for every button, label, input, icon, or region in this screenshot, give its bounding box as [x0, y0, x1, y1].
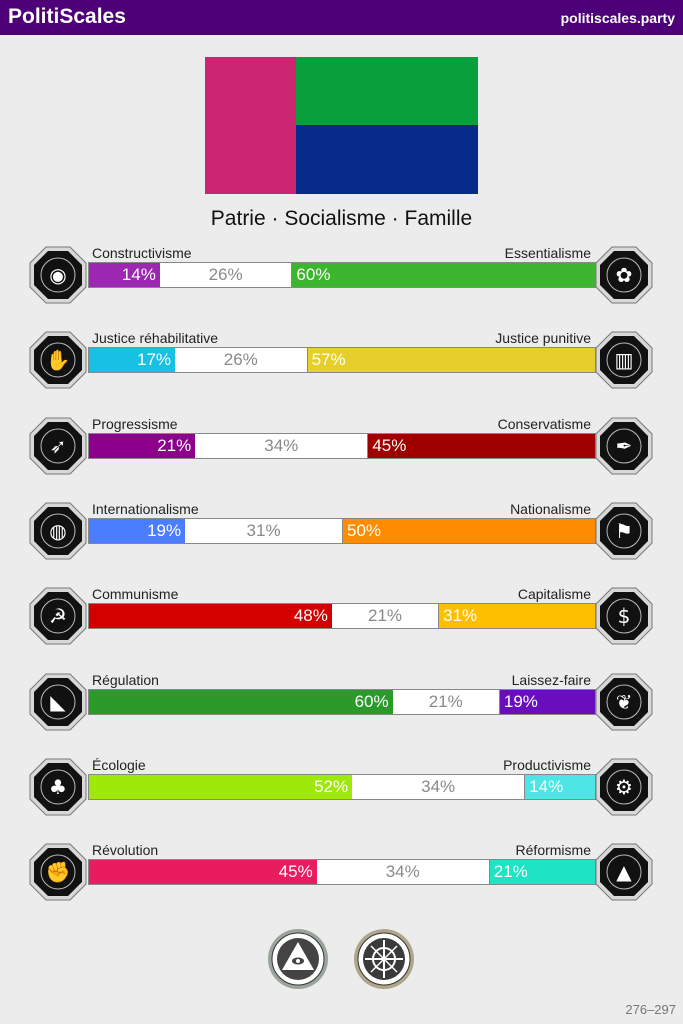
page-number: 276–297 — [625, 1002, 676, 1017]
axis-right-label: Justice punitive — [495, 330, 591, 346]
result-flag — [205, 57, 478, 194]
axis-left-label: Constructivisme — [92, 245, 192, 261]
axis-right-segment: 14% — [524, 775, 595, 799]
bird-icon — [28, 757, 88, 817]
svg-text:☭: ☭ — [49, 604, 67, 628]
axis-neutral-segment: 26% — [208, 265, 243, 284]
svg-text:♣: ♣ — [49, 775, 67, 799]
hammer-sickle-icon — [28, 586, 88, 646]
axis-bar — [88, 774, 596, 800]
axis-left-label: Écologie — [92, 757, 146, 773]
axis-bar — [88, 518, 596, 544]
axis-left-label: Justice réhabilitative — [92, 330, 219, 346]
axis-left-segment: 48% — [89, 604, 332, 628]
flag-bottom-stripe — [296, 125, 478, 194]
svg-text:⚙: ⚙ — [615, 775, 633, 799]
svg-text:✒: ✒ — [615, 434, 633, 458]
axis-row — [0, 330, 683, 410]
rocket-icon — [28, 416, 88, 476]
axis-left-label: Communisme — [92, 586, 179, 602]
axis-right-segment: 19% — [499, 690, 595, 714]
axis-row — [0, 672, 683, 752]
axis-neutral-segment: 21% — [367, 606, 403, 625]
axis-row — [0, 586, 683, 666]
axis-right-label: Essentialisme — [504, 245, 591, 261]
axis-bar — [88, 603, 596, 629]
axis-row — [0, 501, 683, 581]
axis-left-segment: 52% — [89, 775, 352, 799]
axis-bar — [88, 347, 596, 373]
factory-icon — [594, 757, 654, 817]
fist-icon — [28, 842, 88, 902]
svg-text:⚑: ⚑ — [615, 519, 633, 543]
svg-text:▥: ▥ — [614, 348, 634, 372]
axis-bar — [88, 859, 596, 885]
svg-text:✊: ✊ — [45, 860, 71, 884]
axis-right-segment: 57% — [307, 348, 595, 372]
axis-left-label: Régulation — [92, 672, 159, 688]
axis-right-segment: 60% — [291, 263, 595, 287]
flower-icon — [594, 245, 654, 305]
svg-text:◍: ◍ — [49, 519, 67, 543]
landscape-icon — [594, 842, 654, 902]
svg-text:◣: ◣ — [50, 690, 66, 714]
axis-left-segment: 60% — [89, 690, 393, 714]
axis-left-segment: 45% — [89, 860, 317, 884]
globe-icon — [28, 501, 88, 561]
axis-right-segment: 45% — [367, 434, 595, 458]
axis-left-segment: 14% — [89, 263, 160, 287]
axis-right-segment: 31% — [438, 604, 595, 628]
axis-right-segment: 21% — [489, 860, 595, 884]
axis-neutral-segment: 31% — [246, 521, 281, 540]
svg-text:▲: ▲ — [616, 860, 632, 884]
axis-right-label: Nationalisme — [510, 501, 591, 517]
prison-bars-icon — [594, 330, 654, 390]
axis-bar — [88, 262, 596, 288]
handshake-icon — [28, 330, 88, 390]
axis-bar — [88, 433, 596, 459]
svg-text:◉: ◉ — [49, 263, 67, 287]
axis-right-label: Conservatisme — [497, 416, 591, 432]
axis-neutral-segment: 34% — [385, 862, 420, 881]
app-title[interactable]: PolitiScales — [8, 5, 126, 28]
axis-left-label: Progressisme — [92, 416, 178, 432]
svg-text:$: $ — [617, 604, 631, 628]
compass-badge — [353, 928, 415, 990]
axis-bar — [88, 689, 596, 715]
pyramid-eye-badge — [267, 928, 329, 990]
flag-icon — [594, 501, 654, 561]
quill-icon — [594, 416, 654, 476]
svg-text:❦: ❦ — [615, 690, 633, 714]
axis-right-segment: 50% — [342, 519, 595, 543]
axis-left-segment: 21% — [89, 434, 195, 458]
axis-neutral-segment: 34% — [421, 777, 456, 796]
butterfly-icon — [594, 672, 654, 732]
axis-row — [0, 245, 683, 325]
flag-top-stripe — [296, 57, 478, 125]
svg-text:✿: ✿ — [615, 263, 633, 287]
svg-text:➶: ➶ — [49, 434, 67, 458]
axis-row — [0, 842, 683, 922]
svg-text:✋: ✋ — [45, 348, 71, 372]
badges-row — [0, 928, 683, 992]
axis-neutral-segment: 26% — [223, 350, 258, 369]
axis-row — [0, 416, 683, 496]
eye-icon — [28, 245, 88, 305]
money-bag-icon — [594, 586, 654, 646]
axis-right-label: Laissez-faire — [511, 672, 591, 688]
axis-left-label: Internationalisme — [92, 501, 199, 517]
ruler-icon — [28, 672, 88, 732]
axis-right-label: Capitalisme — [517, 586, 591, 602]
axis-left-label: Révolution — [92, 842, 159, 858]
slogan: Patrie · Socialisme · Famille — [210, 207, 473, 230]
site-link[interactable]: politiscales.party — [560, 10, 675, 26]
axis-left-segment: 19% — [89, 519, 185, 543]
flag-left-stripe — [205, 57, 296, 194]
axis-right-label: Productivisme — [503, 757, 591, 773]
axis-neutral-segment: 21% — [428, 692, 463, 711]
header-bar — [0, 0, 683, 35]
axis-right-label: Réformisme — [515, 842, 591, 858]
axis-neutral-segment: 34% — [264, 436, 299, 455]
axis-left-segment: 17% — [89, 348, 175, 372]
axis-row — [0, 757, 683, 837]
